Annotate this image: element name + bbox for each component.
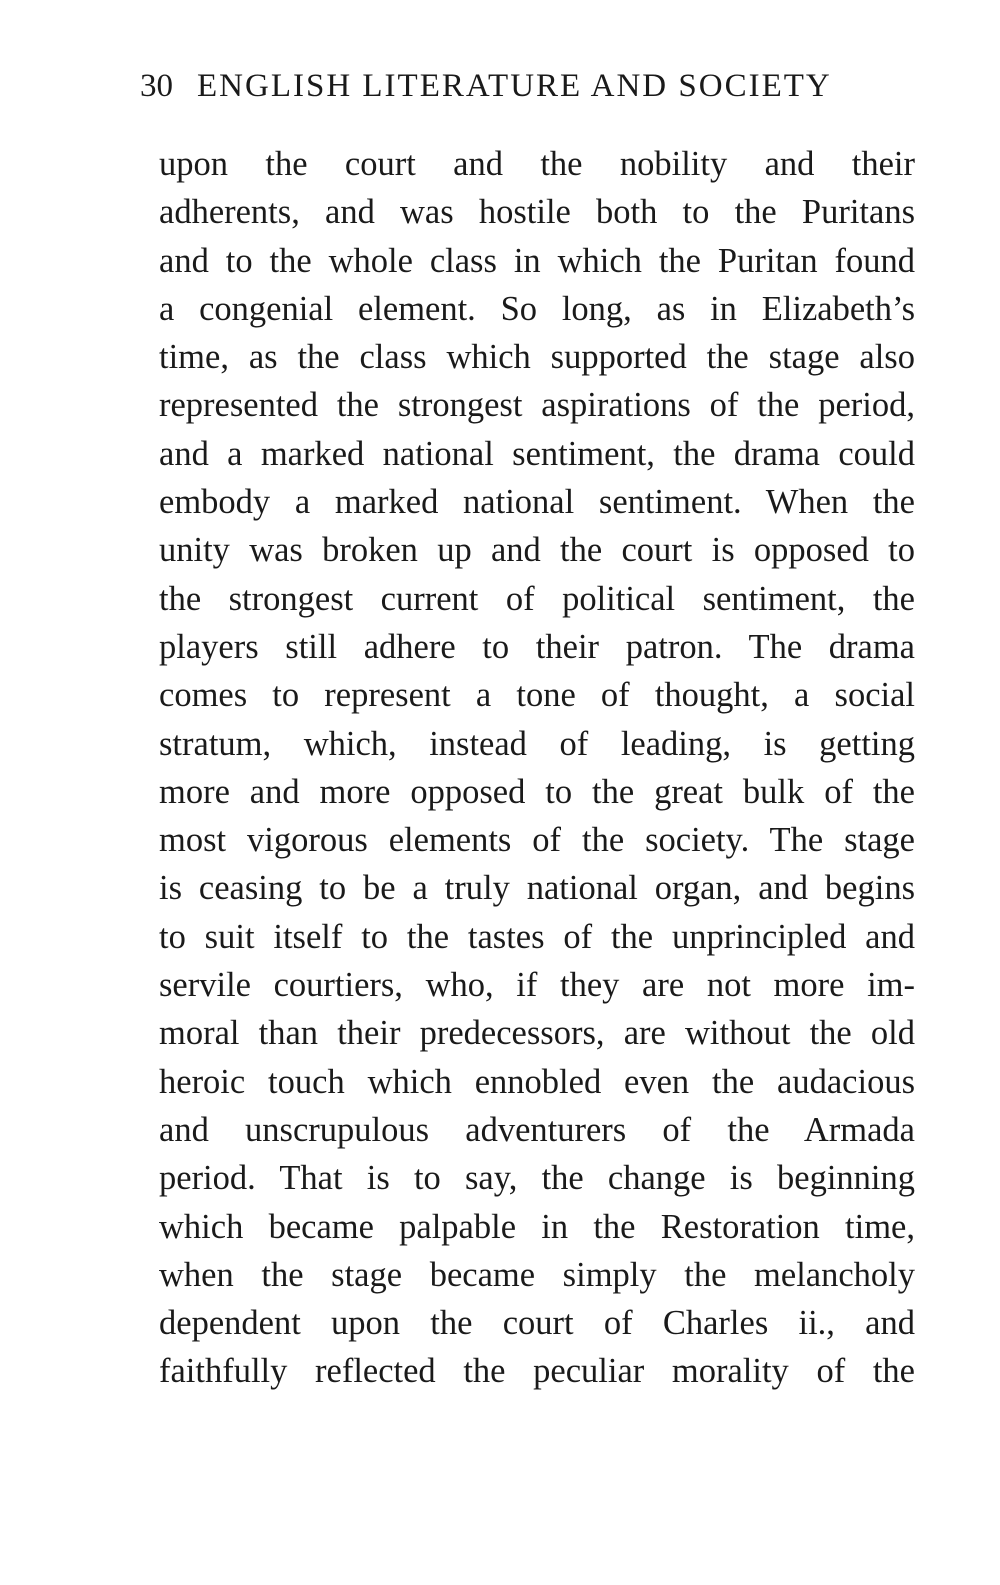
text-line: and to the whole class in which the Puritan found bbox=[159, 241, 915, 280]
text-line: the strongest current of political sentiment, the bbox=[159, 579, 915, 618]
text-line: time, as the class which supported the stage also bbox=[159, 338, 915, 377]
text-line: when the stage became simply the melancholy bbox=[159, 1255, 915, 1294]
text-line: and unscrupulous adventurers of the Armada bbox=[159, 1110, 915, 1149]
running-title: ENGLISH LITERATURE AND SOCIETY bbox=[197, 68, 832, 104]
text-line: adherents, and was hostile both to the Puritans bbox=[159, 193, 915, 232]
text-line: to suit itself to the tastes of the unprincipled and bbox=[159, 917, 915, 956]
text-line: most vigorous elements of the society. The stage bbox=[159, 821, 915, 860]
text-line: a congenial element. So long, as in Elizabeth’s bbox=[159, 289, 915, 328]
text-line: faithfully reflected the peculiar morality of the bbox=[159, 1352, 915, 1391]
text-line: and a marked national sentiment, the drama could bbox=[159, 434, 915, 473]
text-line: stratum, which, instead of leading, is getting bbox=[159, 724, 915, 763]
text-line: moral than their predecessors, are without the old bbox=[159, 1014, 915, 1053]
text-line: embody a marked national sentiment. When the bbox=[159, 483, 915, 522]
text-line: period. That is to say, the change is beginning bbox=[159, 1159, 915, 1198]
text-line: servile courtiers, who, if they are not more im- bbox=[159, 966, 915, 1005]
text-line: upon the court and the nobility and their bbox=[159, 145, 915, 183]
running-head bbox=[140, 68, 916, 118]
text-line: unity was broken up and the court is opposed to bbox=[159, 531, 915, 570]
text-line: is ceasing to be a truly national organ, and begins bbox=[159, 869, 915, 908]
text-line: comes to represent a tone of thought, a social bbox=[159, 676, 915, 715]
page-number: 30 bbox=[140, 68, 173, 104]
text-line: heroic touch which ennobled even the audacious bbox=[159, 1062, 915, 1101]
text-line: which became palpable in the Restoration time, bbox=[159, 1207, 915, 1246]
text-line: dependent upon the court of Charles ii., and bbox=[159, 1304, 915, 1343]
text-line: players still adhere to their patron. The drama bbox=[159, 627, 915, 666]
body-text bbox=[159, 140, 915, 1396]
text-line: represented the strongest aspirations of the period, bbox=[159, 386, 915, 425]
text-line: more and more opposed to the great bulk of the bbox=[159, 772, 915, 811]
